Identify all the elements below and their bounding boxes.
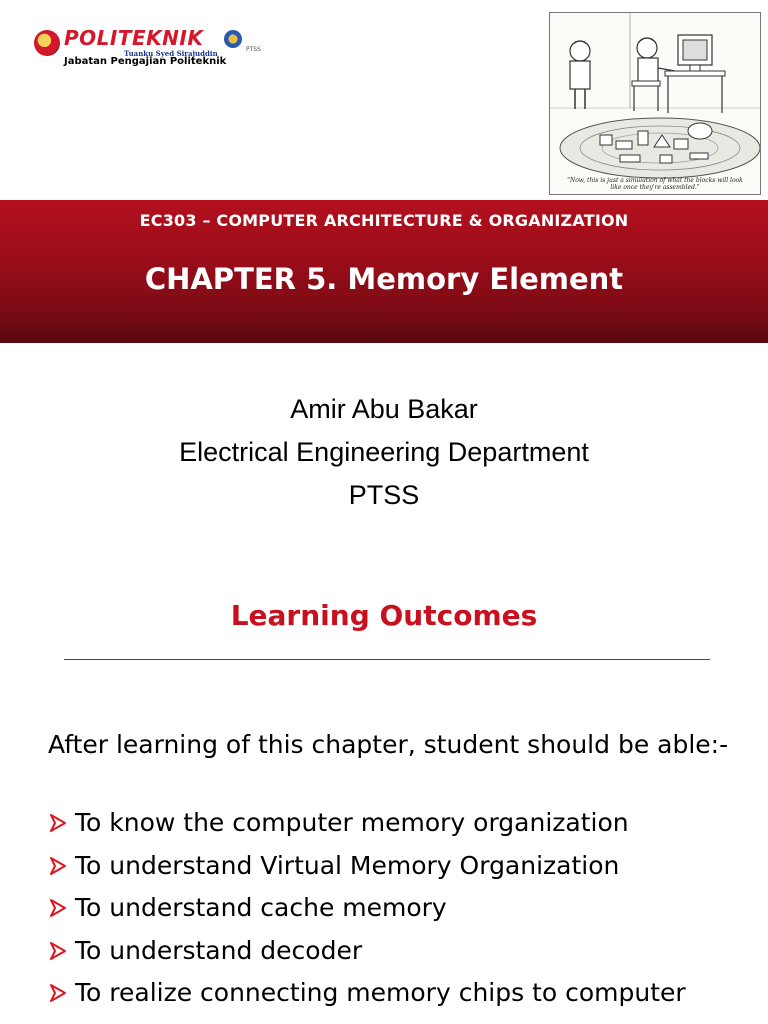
author-institution: PTSS [348,480,420,510]
arrow-bullet-icon [48,983,68,1003]
author-department: Electrical Engineering Department [179,437,589,467]
author-block [0,388,768,517]
arrow-bullet-icon [48,941,68,961]
list-item [48,891,748,925]
arrow-bullet-icon [48,856,68,876]
list-item [48,849,748,883]
arrow-bullet-icon [48,898,68,918]
list-item [48,976,748,1010]
logo-department: Jabatan Pengajian Politeknik [64,56,227,67]
outcome-text: To know the computer memory organization [75,808,629,837]
outcome-text: To understand cache memory [75,893,447,922]
course-title: EC303 – COMPUTER ARCHITECTURE & ORGANIZATION [139,211,629,230]
cartoon-drawing [550,13,760,194]
cartoon-illustration [549,12,761,195]
author-name: Amir Abu Bakar [290,394,478,424]
outcome-text: To realize connecting memory chips to computer [75,978,686,1007]
logo-badge-text: PTSS [246,46,261,53]
learning-intro: After learning of this chapter, student should be able:- [48,730,729,759]
cartoon-caption: "Now, this is just a simulation of what the blocks will look like once they're assembled." [567,177,743,191]
outcome-text: To understand decoder [75,935,363,965]
outcome-text: To understand Virtual Memory Organization [75,850,620,880]
logo-subtitle: Tuanku Syed Sirajuddin [124,49,218,58]
chapter-title: CHAPTER 5. Memory Element [144,262,624,296]
outcomes-list [48,806,748,1019]
arrow-bullet-icon [48,813,68,833]
politeknik-logo [30,26,261,70]
logo-brand: POLITEKNIK [64,26,204,50]
list-item [48,934,748,968]
list-item [48,806,748,840]
ptss-emblem-icon [224,30,242,48]
crest-icon [34,30,60,56]
learning-outcomes-heading: Learning Outcomes [230,599,538,632]
heading-divider [64,659,710,660]
